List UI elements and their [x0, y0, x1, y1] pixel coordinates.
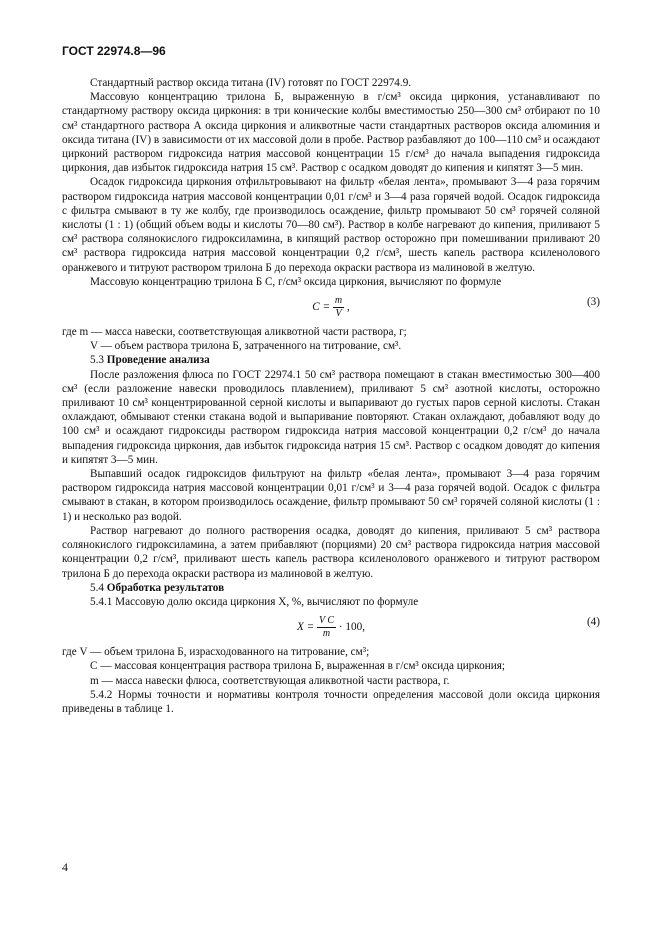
paragraph-5: После разложения флюса по ГОСТ 22974.1 50 см³ раствора помещают в стакан вместимостью 300—400 см³ (если разложение навески проводилось плавлением), приливают 5 см³ азотной кислоты, осторожно приливают 10 см³ концентрированной серной кислоты и выпаривают до густых паров серной кислоты. Стакан охлаждают, обмывают стенки стакана водой и выпаривание повторяют. Стакан охлаждают, добавляют воду до 100 см³ и осаждают гидроксиды раствором гидроксида натрия массовой концентрации 0,2 г/см³ до начала выпадения гидроксида циркония, дав избыток гидроксида натрия 15 см³. Раствор с осадком доводят до кипения и кипятят 3—5 мин. — [62, 368, 600, 466]
paragraph-9: 5.4.2 Нормы точности и нормативы контроля точности определения массовой доли оксида циркония приведены в таблице 1. — [62, 688, 600, 715]
formula-4-tail: · 100, — [338, 621, 365, 634]
formula-3-label: (3) — [586, 296, 600, 309]
formula-3-numerator: m — [334, 295, 343, 307]
formula-3-denominator: V — [335, 308, 342, 320]
section-5-4-heading — [62, 581, 600, 595]
paragraph-7: Раствор нагревают до полного растворения осадка, доводят до кипения, приливают 5 см³ раствора солянокислого гидроксиламина, а затем прибавляют (порциями) 20 см³ раствора гидроксида натрия массовой концентрации 0,2 г/см³, приливают шесть капель раствора ксиленолового оранжевого и титруют раствором трилона Б до перехода окраски раствора из малиновой в желтую. — [62, 524, 600, 580]
where-1-v: V — объем раствора трилона Б, затраченного на титрование, см³. — [90, 340, 402, 353]
section-5-3-title: Проведение анализа — [106, 354, 210, 367]
formula-4-label: (4) — [586, 616, 600, 629]
document-body — [62, 76, 600, 716]
paragraph-4: Массовую концентрацию трилона Б C, г/см³ оксида циркония, вычисляют по формуле — [90, 275, 502, 288]
section-5-4-number: 5.4 — [90, 581, 104, 594]
formula-3-tail: , — [346, 301, 350, 314]
formula-4-expression — [62, 615, 600, 640]
where-block-2 — [62, 645, 600, 688]
formula-3-expression — [62, 295, 600, 320]
page-number: 4 — [62, 860, 68, 874]
document-header: ГОСТ 22974.8—96 — [62, 44, 166, 58]
paragraph-2: Массовую концентрацию трилона Б, выраженную в г/см³ оксида циркония, устанавливают по стандартному раствору оксида циркония: в три конические колбы вместимостью 250—300 см³ отбирают по 10 см³ стандартного раствора А оксида циркония и аликвотные части стандартных растворов оксида алюминия и оксида титана (IV) в зависимости от их массовой доли в пробе. Раствор разбавляют до 100—110 см³ и осаждают цирконий раствором гидроксида натрия массовой концентрации 15 г/см³ до начала выпадения гидроксида циркония, дав избыток гидроксида натрия 15 см³. Раствор с осадком доводят до кипения и кипятят 3—5 мин. — [62, 91, 600, 175]
formula-3-lhs: C = — [312, 301, 331, 314]
formula-3 — [62, 289, 600, 325]
section-5-3-number: 5.3 — [90, 354, 104, 367]
paragraph-3: Осадок гидроксида циркония отфильтровывают на фильтр «белая лента», промывают 3—4 раза горячим раствором гидроксида натрия массовой концентрации 0,01 г/см³ и 3—4 раза горячей водой. Осадок гидроксида с фильтра смывают в ту же колбу, где производилось осаждение, фильтр промывают 50 см³ горячей соляной кислоты (1 : 1) (общий объем воды и кислоты 70—80 см³). Раствор в колбе нагревают до кипения, приливают 5 см³ раствора солянокислого гидроксиламина, в кипящий раствор осторожно при помешивании приливают 20 см³ раствора гидроксида натрия массовой концентрации 0,2 г/см³, шесть капель раствора ксиленолового оранжевого и титруют раствором трилона Б до перехода окраски раствора из малиновой в желтую. — [62, 176, 600, 274]
paragraph-6: Выпавший осадок гидроксидов фильтруют на фильтр «белая лента», промывают 3—4 раза горячим раствором гидроксида натрия массовой концентрации 0,01 г/см³ и 3—4 раза горячей водой. Осадок с фильтра смывают в стакан, в котором производилось осаждение, фильтр промывают 50 см³ горячей соляной кислоты (1 : 1) и несколько раз водой. — [62, 468, 600, 523]
formula-4-fraction — [317, 615, 336, 640]
formula-4-numerator: V C — [318, 615, 335, 627]
formula-3-fraction — [333, 295, 344, 320]
section-5-3-heading — [62, 353, 600, 367]
where-1-m: где m — масса навески, соответствующая аликвотной части раствора, г; — [62, 326, 407, 339]
formula-4 — [62, 609, 600, 645]
where-block-1 — [62, 325, 600, 353]
formula-4-denominator: m — [322, 628, 331, 640]
where-2-c: C — массовая концентрация раствора трилона Б, выраженная в г/см³ оксида циркония; — [90, 660, 505, 673]
paragraph-1: Стандартный раствор оксида титана (IV) готовят по ГОСТ 22974.9. — [90, 77, 412, 89]
formula-4-lhs: X = — [297, 621, 315, 634]
paragraph-8: 5.4.1 Массовую долю оксида циркония X, %, вычисляют по формуле — [90, 595, 419, 608]
where-2-v: где V — объем трилона Б, израсходованного на титрование, см³; — [62, 646, 370, 659]
section-5-4-title: Обработка результатов — [106, 581, 225, 594]
where-2-m: m — масса навески флюса, соответствующая аликвотной части раствора, г. — [90, 674, 450, 687]
